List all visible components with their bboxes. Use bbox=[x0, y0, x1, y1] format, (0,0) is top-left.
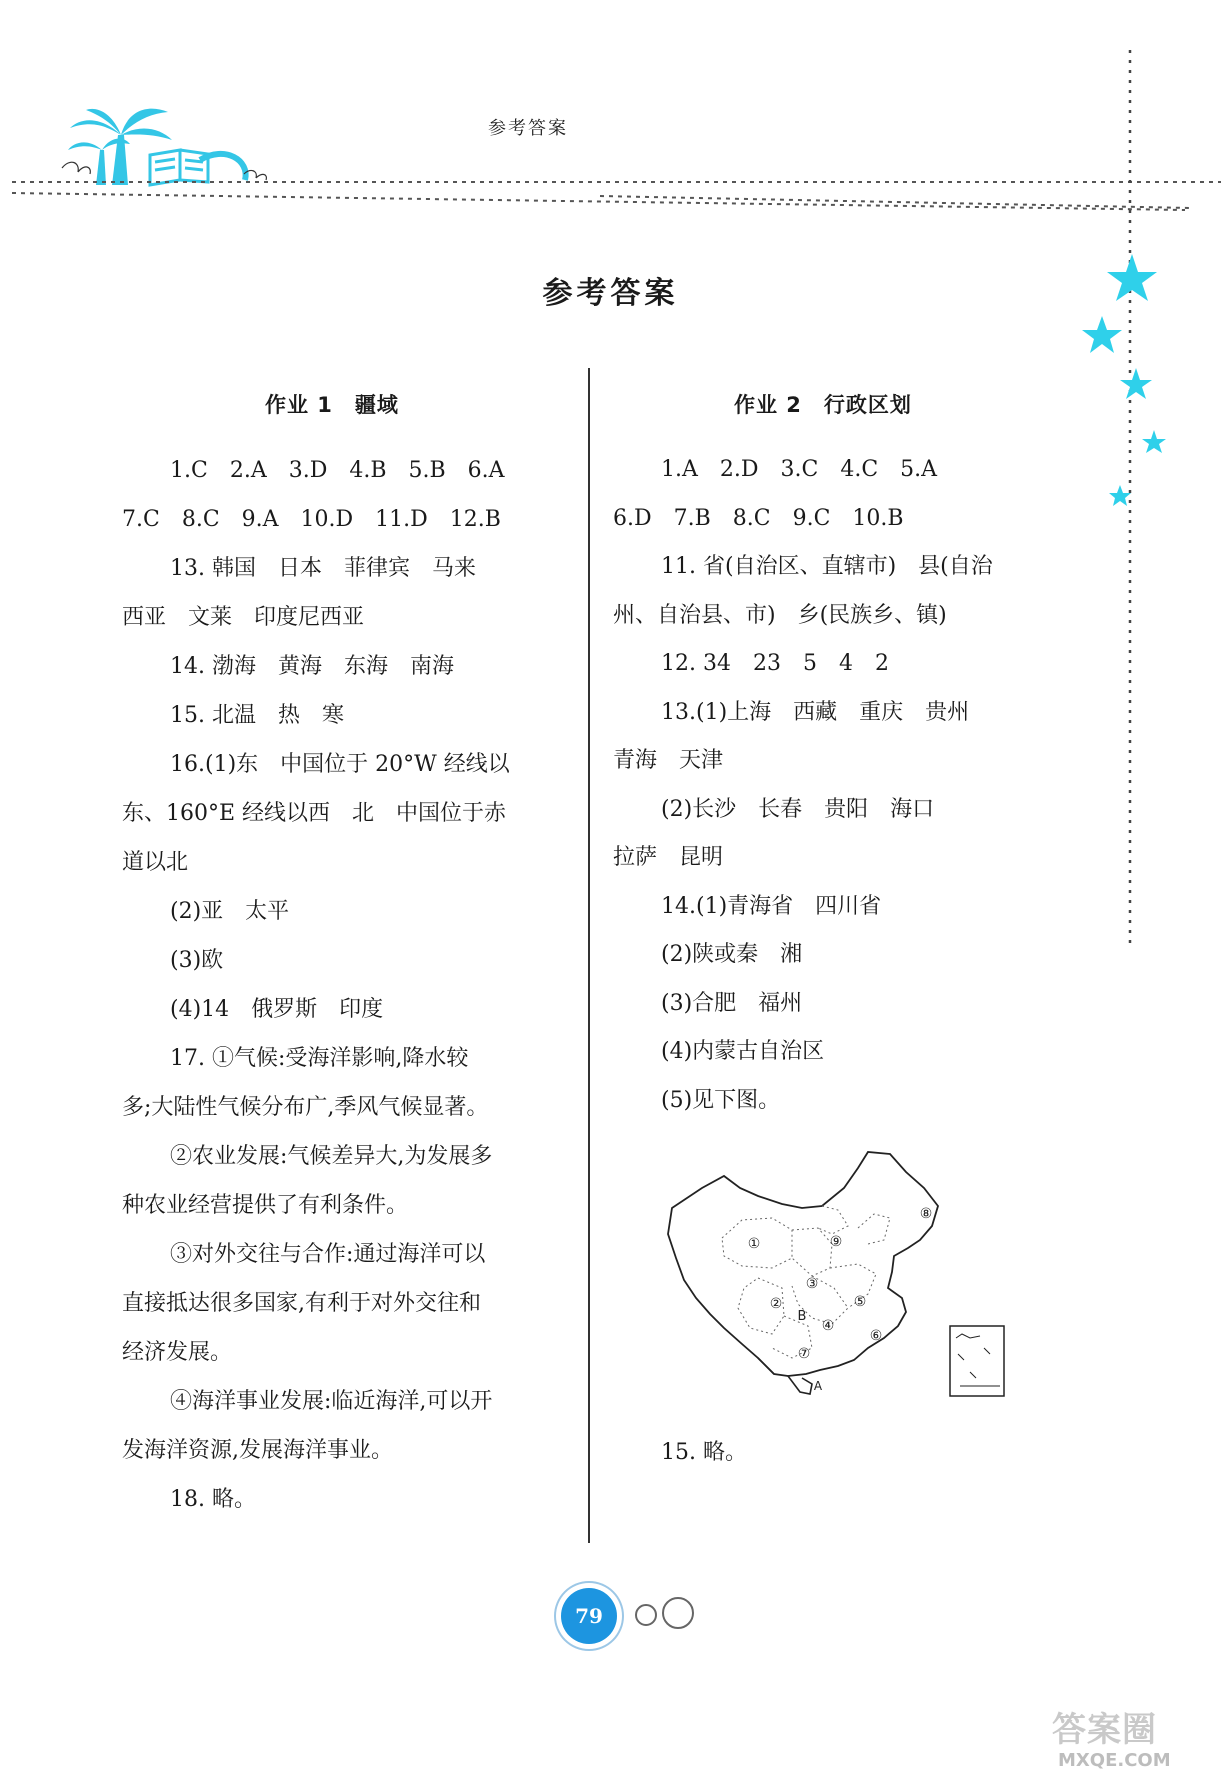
answer-line: 1.A 2.D 3.C 4.C 5.A bbox=[661, 457, 938, 482]
map-label-b: B bbox=[797, 1309, 807, 1324]
map-marker-7: ⑦ bbox=[797, 1346, 811, 1362]
circle-icon bbox=[662, 1597, 694, 1629]
china-map bbox=[662, 1148, 1007, 1410]
watermark-url: MXQE.COM bbox=[1058, 1750, 1171, 1771]
answer-line: (2)长沙 长春 贵阳 海口 bbox=[661, 796, 935, 822]
south-sea-inset bbox=[950, 1326, 1004, 1396]
answer-line: 18. 略。 bbox=[170, 1487, 256, 1512]
right-answers bbox=[613, 446, 1053, 1125]
map-marker-8: ⑧ bbox=[919, 1206, 933, 1222]
left-answers bbox=[122, 446, 562, 1524]
circle-icon bbox=[635, 1604, 657, 1626]
palm-tree-icon bbox=[68, 109, 172, 185]
answer-line: 14. 渤海 黄海 东海 南海 bbox=[170, 654, 454, 679]
answer-line: (5)见下图。 bbox=[661, 1087, 781, 1113]
answer-line: ②农业发展:气候差异大,为发展多 bbox=[170, 1144, 493, 1169]
answer-line: 发海洋资源,发展海洋事业。 bbox=[122, 1438, 393, 1463]
answer-line: 经济发展。 bbox=[122, 1340, 233, 1365]
header-label: 参考答案 bbox=[488, 118, 568, 139]
answer-line: (3)欧 bbox=[170, 948, 224, 973]
right-section-heading: 作业 2 行政区划 bbox=[734, 393, 912, 417]
answer-line: (4)14 俄罗斯 印度 bbox=[170, 997, 384, 1022]
answer-line: 拉萨 昆明 bbox=[613, 845, 724, 870]
answer-line: 13. 韩国 日本 菲律宾 马来 bbox=[170, 556, 476, 581]
answer-line: (2)陕或秦 湘 bbox=[661, 942, 803, 967]
map-marker-1: ① bbox=[747, 1236, 761, 1252]
answer-line: 16.(1)东 中国位于 20°W 经线以 bbox=[170, 752, 510, 777]
answer-line: 青海 天津 bbox=[613, 748, 724, 773]
star-icon bbox=[1120, 368, 1152, 399]
map-marker-2: ② bbox=[769, 1296, 783, 1312]
answer-line: 14.(1)青海省 四川省 bbox=[661, 893, 882, 919]
map-marker-9: ⑨ bbox=[829, 1234, 843, 1250]
map-marker-3: ③ bbox=[805, 1276, 819, 1292]
left-section-heading: 作业 1 疆域 bbox=[265, 393, 399, 417]
answer-line: ④海洋事业发展:临近海洋,可以开 bbox=[170, 1389, 493, 1414]
answer-line: 6.D 7.B 8.C 9.C 10.B bbox=[613, 505, 904, 531]
answer-line: 州、自治县、市) 乡(民族乡、镇) bbox=[613, 602, 947, 628]
question-15: 15. 略。 bbox=[661, 1440, 747, 1465]
map-marker-5: ⑤ bbox=[853, 1294, 867, 1310]
answer-line: (3)合肥 福州 bbox=[661, 990, 803, 1016]
map-marker-4: ④ bbox=[821, 1318, 835, 1334]
answer-line: (4)内蒙古自治区 bbox=[661, 1039, 825, 1064]
column-divider bbox=[588, 368, 590, 1543]
page-title: 参考答案 bbox=[542, 276, 679, 311]
star-icon bbox=[1142, 430, 1166, 453]
star-icon bbox=[1082, 316, 1122, 353]
answer-line: 7.C 8.C 9.A 10.D 11.D 12.B bbox=[122, 507, 501, 532]
answer-line: 种农业经营提供了有利条件。 bbox=[122, 1193, 409, 1218]
book-icon bbox=[150, 150, 208, 185]
header-decoration bbox=[0, 50, 1221, 230]
answer-line: 西亚 文莱 印度尼西亚 bbox=[122, 605, 365, 630]
answer-line: 11. 省(自治区、直辖市) 县(自治 bbox=[661, 554, 993, 579]
answer-line: 12. 34 23 5 4 2 bbox=[661, 651, 889, 676]
answer-line: 17. ①气候:受海洋影响,降水较 bbox=[170, 1046, 469, 1071]
answer-line: 东、160°E 经线以西 北 中国位于赤 bbox=[122, 801, 507, 826]
page-number: 79 bbox=[561, 1588, 617, 1644]
watermark-logo: 答案圈 bbox=[1052, 1710, 1157, 1750]
answer-line: ③对外交往与合作:通过海洋可以 bbox=[170, 1242, 486, 1267]
answer-line: 1.C 2.A 3.D 4.B 5.B 6.A bbox=[170, 458, 505, 483]
map-marker-6: ⑥ bbox=[869, 1328, 883, 1344]
answer-line: 13.(1)上海 西藏 重庆 贵州 bbox=[661, 699, 970, 725]
star-icon bbox=[1109, 485, 1131, 506]
answer-line: (2)亚 太平 bbox=[170, 899, 290, 924]
answer-line: 多;大陆性气候分布广,季风气候显著。 bbox=[122, 1095, 489, 1120]
answer-line: 道以北 bbox=[122, 850, 189, 875]
answer-line: 直接抵达很多国家,有利于对外交往和 bbox=[122, 1291, 481, 1316]
answer-line: 15. 北温 热 寒 bbox=[170, 703, 344, 728]
map-label-a: A bbox=[813, 1379, 823, 1393]
